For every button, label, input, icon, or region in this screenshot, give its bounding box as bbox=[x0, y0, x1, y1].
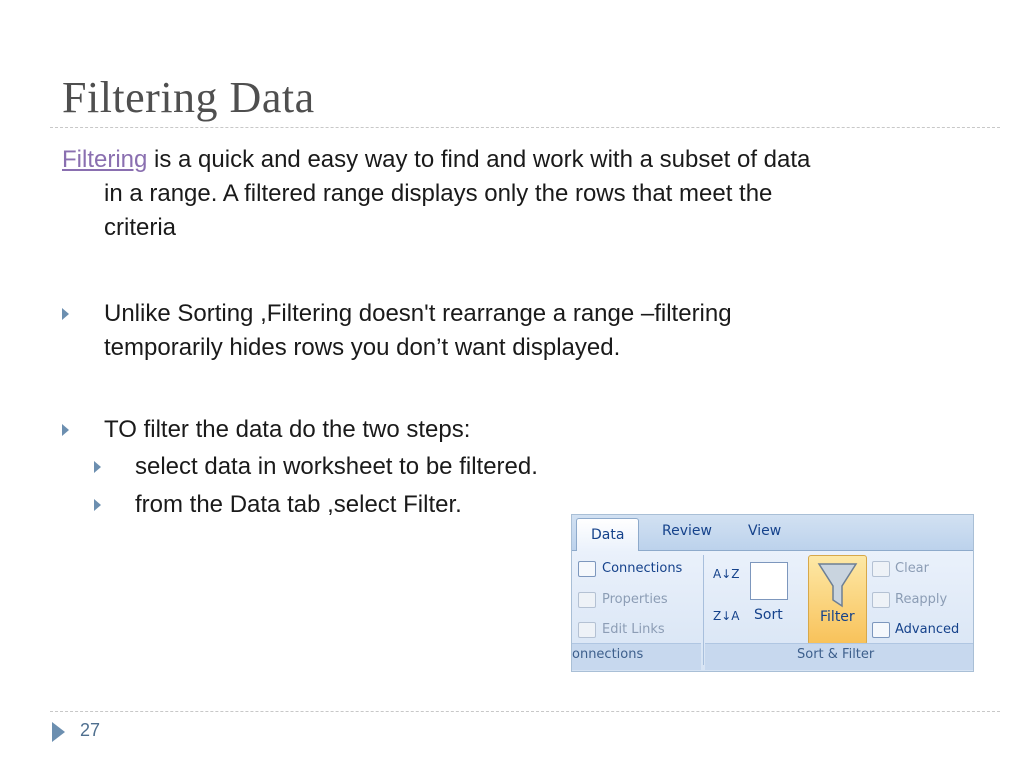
bullet-arrow-icon bbox=[62, 308, 69, 320]
slide-title: Filtering Data bbox=[62, 73, 315, 122]
footer-arrow-icon bbox=[52, 722, 65, 742]
bullet-arrow-icon bbox=[62, 424, 69, 436]
sort-filter-group-label: Sort & Filter bbox=[797, 647, 875, 662]
sort-dialog-icon bbox=[750, 562, 788, 600]
edit-links-icon bbox=[578, 622, 596, 638]
bullet1-line1: Unlike Sorting ,Filtering doesn't rearrange a range –filtering bbox=[104, 300, 732, 327]
ribbon-tab-bar bbox=[572, 515, 973, 551]
sub-bullet-data-tab: from the Data tab ,select Filter. bbox=[135, 491, 462, 518]
properties-icon bbox=[578, 592, 596, 608]
bullet-two-steps: TO filter the data do the two steps: bbox=[104, 416, 471, 443]
reapply-button[interactable]: Reapply bbox=[895, 592, 948, 607]
sort-z-to-a-button[interactable]: Z↓A bbox=[713, 609, 740, 623]
tab-view[interactable]: View bbox=[748, 523, 782, 539]
connections-button[interactable]: Connections bbox=[602, 561, 683, 576]
intro-text-line1: is a quick and easy way to find and work with a subset of data bbox=[147, 146, 811, 173]
sort-button[interactable]: Sort bbox=[754, 607, 783, 623]
sub-bullet-arrow-icon bbox=[94, 499, 101, 511]
advanced-button[interactable]: Advanced bbox=[895, 622, 960, 637]
clear-icon bbox=[872, 561, 890, 577]
intro-text-line2: in a range. A filtered range displays only the rows that meet the bbox=[104, 180, 773, 207]
sub-bullet-select-data: select data in worksheet to be filtered. bbox=[135, 453, 538, 480]
title-divider bbox=[50, 127, 1000, 128]
connections-icon bbox=[578, 561, 596, 577]
sort-a-to-z-button[interactable]: A↓Z bbox=[713, 567, 740, 581]
sub-bullet-arrow-icon bbox=[94, 461, 101, 473]
filter-label: Filter bbox=[820, 609, 855, 625]
intro-text-line3: criteria bbox=[104, 214, 177, 241]
properties-button[interactable]: Properties bbox=[602, 592, 668, 607]
advanced-filter-icon bbox=[872, 622, 890, 638]
bullet-unlike-sorting bbox=[104, 297, 904, 365]
clear-button[interactable]: Clear bbox=[895, 561, 929, 576]
bullet1-line2: temporarily hides rows you don’t want displayed. bbox=[104, 334, 621, 361]
excel-ribbon-screenshot bbox=[571, 514, 974, 672]
reapply-icon bbox=[872, 592, 890, 608]
group-separator bbox=[703, 555, 704, 665]
intro-paragraph bbox=[62, 143, 962, 245]
footer-divider bbox=[50, 711, 1000, 712]
filtering-link[interactable]: Filtering bbox=[62, 146, 148, 173]
funnel-icon bbox=[809, 556, 866, 616]
edit-links-button[interactable]: Edit Links bbox=[602, 622, 665, 637]
tab-review[interactable]: Review bbox=[662, 523, 712, 539]
tab-data[interactable]: Data bbox=[576, 518, 639, 552]
filter-button[interactable] bbox=[808, 555, 867, 645]
connections-group-label: onnections bbox=[572, 647, 644, 662]
slide-number: 27 bbox=[80, 720, 101, 740]
